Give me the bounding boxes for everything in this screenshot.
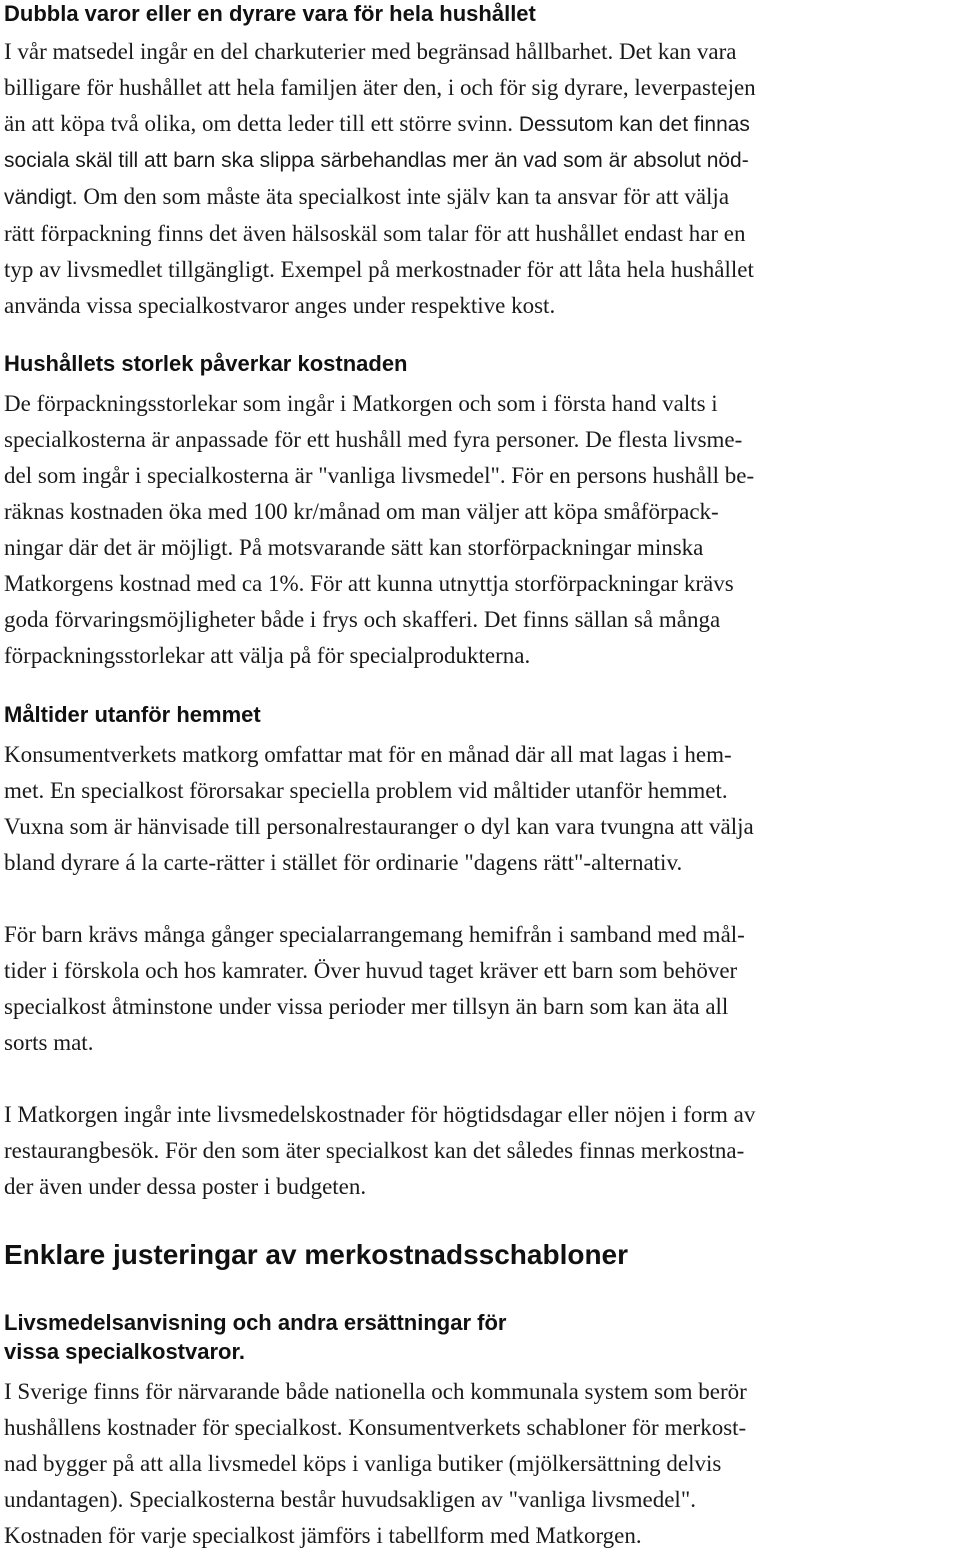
text-line: Kostnaden för varje specialkost jämförs i tabellform med Matkorgen. [4, 1523, 642, 1548]
sub-heading-line: vissa specialkostvaror. [4, 1339, 245, 1364]
text-segment: Exempel på merkostnader för att låta hela hushållet [280, 257, 754, 282]
text-segment: Om den som måste äta specialkost inte själv kan ta ansvar för att välja [83, 184, 730, 209]
text-line: undantagen). Specialkosterna består huvudsakligen av "vanliga livsmedel". [4, 1487, 696, 1512]
text-line: sociala skäl till att barn ska slippa särbehandlas mer än vad som är absolut nöd- [4, 149, 749, 172]
text-line: bland dyrare á la carte-rätter i stället för ordinarie "dagens rätt"-alternativ. [4, 850, 683, 875]
section-body [4, 34, 756, 324]
text-line: hushållens kostnader för specialkost. Konsumentverkets schabloner för merkost- [4, 1415, 747, 1440]
paragraph [4, 737, 754, 881]
text-line: För barn krävs många gånger specialarrangemang hemifrån i samband med mål- [4, 922, 745, 947]
paragraph [4, 1097, 755, 1205]
text-line: tider i förskola och hos kamrater. Över huvud taget kräver ett barn som behöver [4, 958, 738, 983]
section-heading: Måltider utanför hemmet [4, 702, 261, 727]
text-line: Matkorgens kostnad med ca 1%. För att kunna utnyttja storförpackningar krävs [4, 571, 734, 596]
text-line: der även under dessa poster i budgeten. [4, 1174, 367, 1199]
text-line: goda förvaringsmöjligheter både i frys och skafferi. Det finns sällan så många [4, 607, 721, 632]
text-line: restaurangbesök. För den som äter specialkost kan det således finnas merkostna- [4, 1138, 745, 1163]
sub-heading [4, 1308, 506, 1366]
text-line: sorts mat. [4, 1030, 94, 1055]
text-segment: typ av livsmedlet tillgängligt. [4, 257, 275, 282]
text-line: I Sverige finns för närvarande både nationella och kommunala system som berör [4, 1379, 747, 1404]
text-line: Vuxna som är hänvisade till personalrestauranger o dyl kan vara tvungna att välja [4, 814, 754, 839]
text-line: nad bygger på att alla livsmedel köps i vanliga butiker (mjölkersättning delvis [4, 1451, 722, 1476]
text-line: ningar där det är möjligt. På motsvarande sätt kan storförpackningar minska [4, 535, 704, 560]
text-line: räknas kostnaden öka med 100 kr/månad om man väljer att köpa småförpack- [4, 499, 719, 524]
text-segment: än att köpa två olika, om detta leder till ett större svinn. [4, 111, 514, 136]
sub-heading-line: Livsmedelsanvisning och andra ersättningar för [4, 1310, 507, 1335]
text-line: rätt förpackning finns det även hälsoskäl som talar för att hushållet endast har en [4, 221, 746, 246]
section-body [4, 386, 754, 674]
text-line: Konsumentverkets matkorg omfattar mat för en månad där all mat lagas i hem- [4, 742, 732, 767]
text-line [4, 179, 756, 216]
text-line: del som ingår i specialkosterna är "vanliga livsmedel". För en persons hushåll be- [4, 463, 755, 488]
text-segment: Dessutom kan det finnas [518, 113, 750, 136]
text-line [4, 252, 756, 288]
text-segment: vändigt. [4, 186, 78, 209]
text-line: I vår matsedel ingår en del charkuterier med begränsad hållbarhet. Det kan vara [4, 39, 737, 64]
section-body [4, 1374, 747, 1554]
section-heading: Hushållets storlek påverkar kostnaden [4, 351, 408, 376]
text-line: met. En specialkost förorsakar speciella problem vid måltider utanför hemmet. [4, 778, 728, 803]
text-line: använda vissa specialkostvaror anges under respektive kost. [4, 293, 556, 318]
text-line: billigare för hushållet att hela familjen äter den, i och för sig dyrare, leverpastejen [4, 75, 756, 100]
text-line: förpackningsstorlekar att välja på för specialprodukterna. [4, 643, 531, 668]
text-line: I Matkorgen ingår inte livsmedelskostnader för högtidsdagar eller nöjen i form av [4, 1102, 756, 1127]
text-line: De förpackningsstorlekar som ingår i Matkorgen och som i första hand valts i [4, 391, 718, 416]
text-line: specialkosterna är anpassade för ett hushåll med fyra personer. De flesta livsme- [4, 427, 743, 452]
text-line: specialkost åtminstone under vissa perioder mer tillsyn än barn som kan äta all [4, 994, 729, 1019]
paragraph [4, 917, 745, 1061]
main-heading: Enklare justeringar av merkostnadsschabloner [4, 1239, 629, 1270]
text-line [4, 106, 756, 143]
section-heading: Dubbla varor eller en dyrare vara för hela hushållet [4, 1, 536, 26]
